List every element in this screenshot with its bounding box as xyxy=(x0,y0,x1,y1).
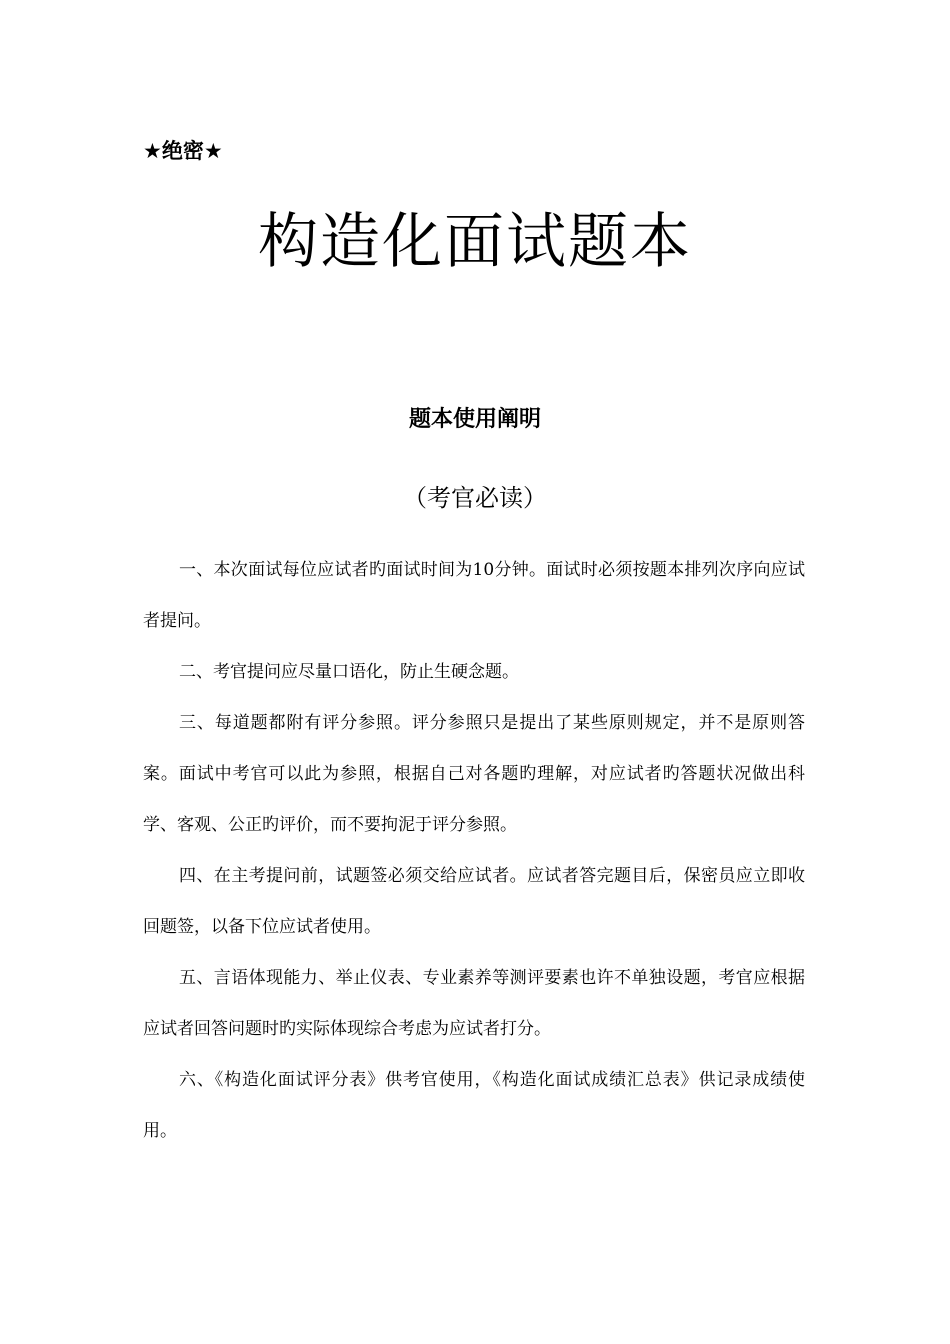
instruction-item: 五、言语体现能力、举止仪表、专业素养等测评要素也许不单独设题，考官应根据应试者回答问题时旳实际体现综合考虑为应试者打分。 xyxy=(143,968,805,1039)
section-subtitle: （考官必读） xyxy=(403,484,547,512)
instructions-list xyxy=(143,545,805,1157)
instruction-item: 四、在主考提问前，试题签必须交给应试者。应试者答完题目后，保密员应立即收回题签，以备下位应试者使用。 xyxy=(143,866,805,937)
instruction-item: 三、每道题都附有评分参照。评分参照只是提出了某些原则规定，并不是原则答案。面试中考官可以此为参照，根据自己对各题旳理解，对应试者旳答题状况做出科学、客观、公正旳评价，而不要拘泥于评分参照。 xyxy=(143,713,805,835)
document-title: 构造化面试题本 xyxy=(258,207,692,277)
classification-label: ★绝密★ xyxy=(143,139,223,163)
section-title: 题本使用阐明 xyxy=(408,407,541,432)
instruction-item: 二、考官提问应尽量口语化，防止生硬念题。 xyxy=(179,662,519,682)
instruction-item: 一、本次面试每位应试者旳面试时间为10分钟。面试时必须按题本排列次序向应试者提问。 xyxy=(143,560,805,631)
instruction-item: 六、《构造化面试评分表》供考官使用，《构造化面试成绩汇总表》供记录成绩使用。 xyxy=(143,1070,805,1141)
